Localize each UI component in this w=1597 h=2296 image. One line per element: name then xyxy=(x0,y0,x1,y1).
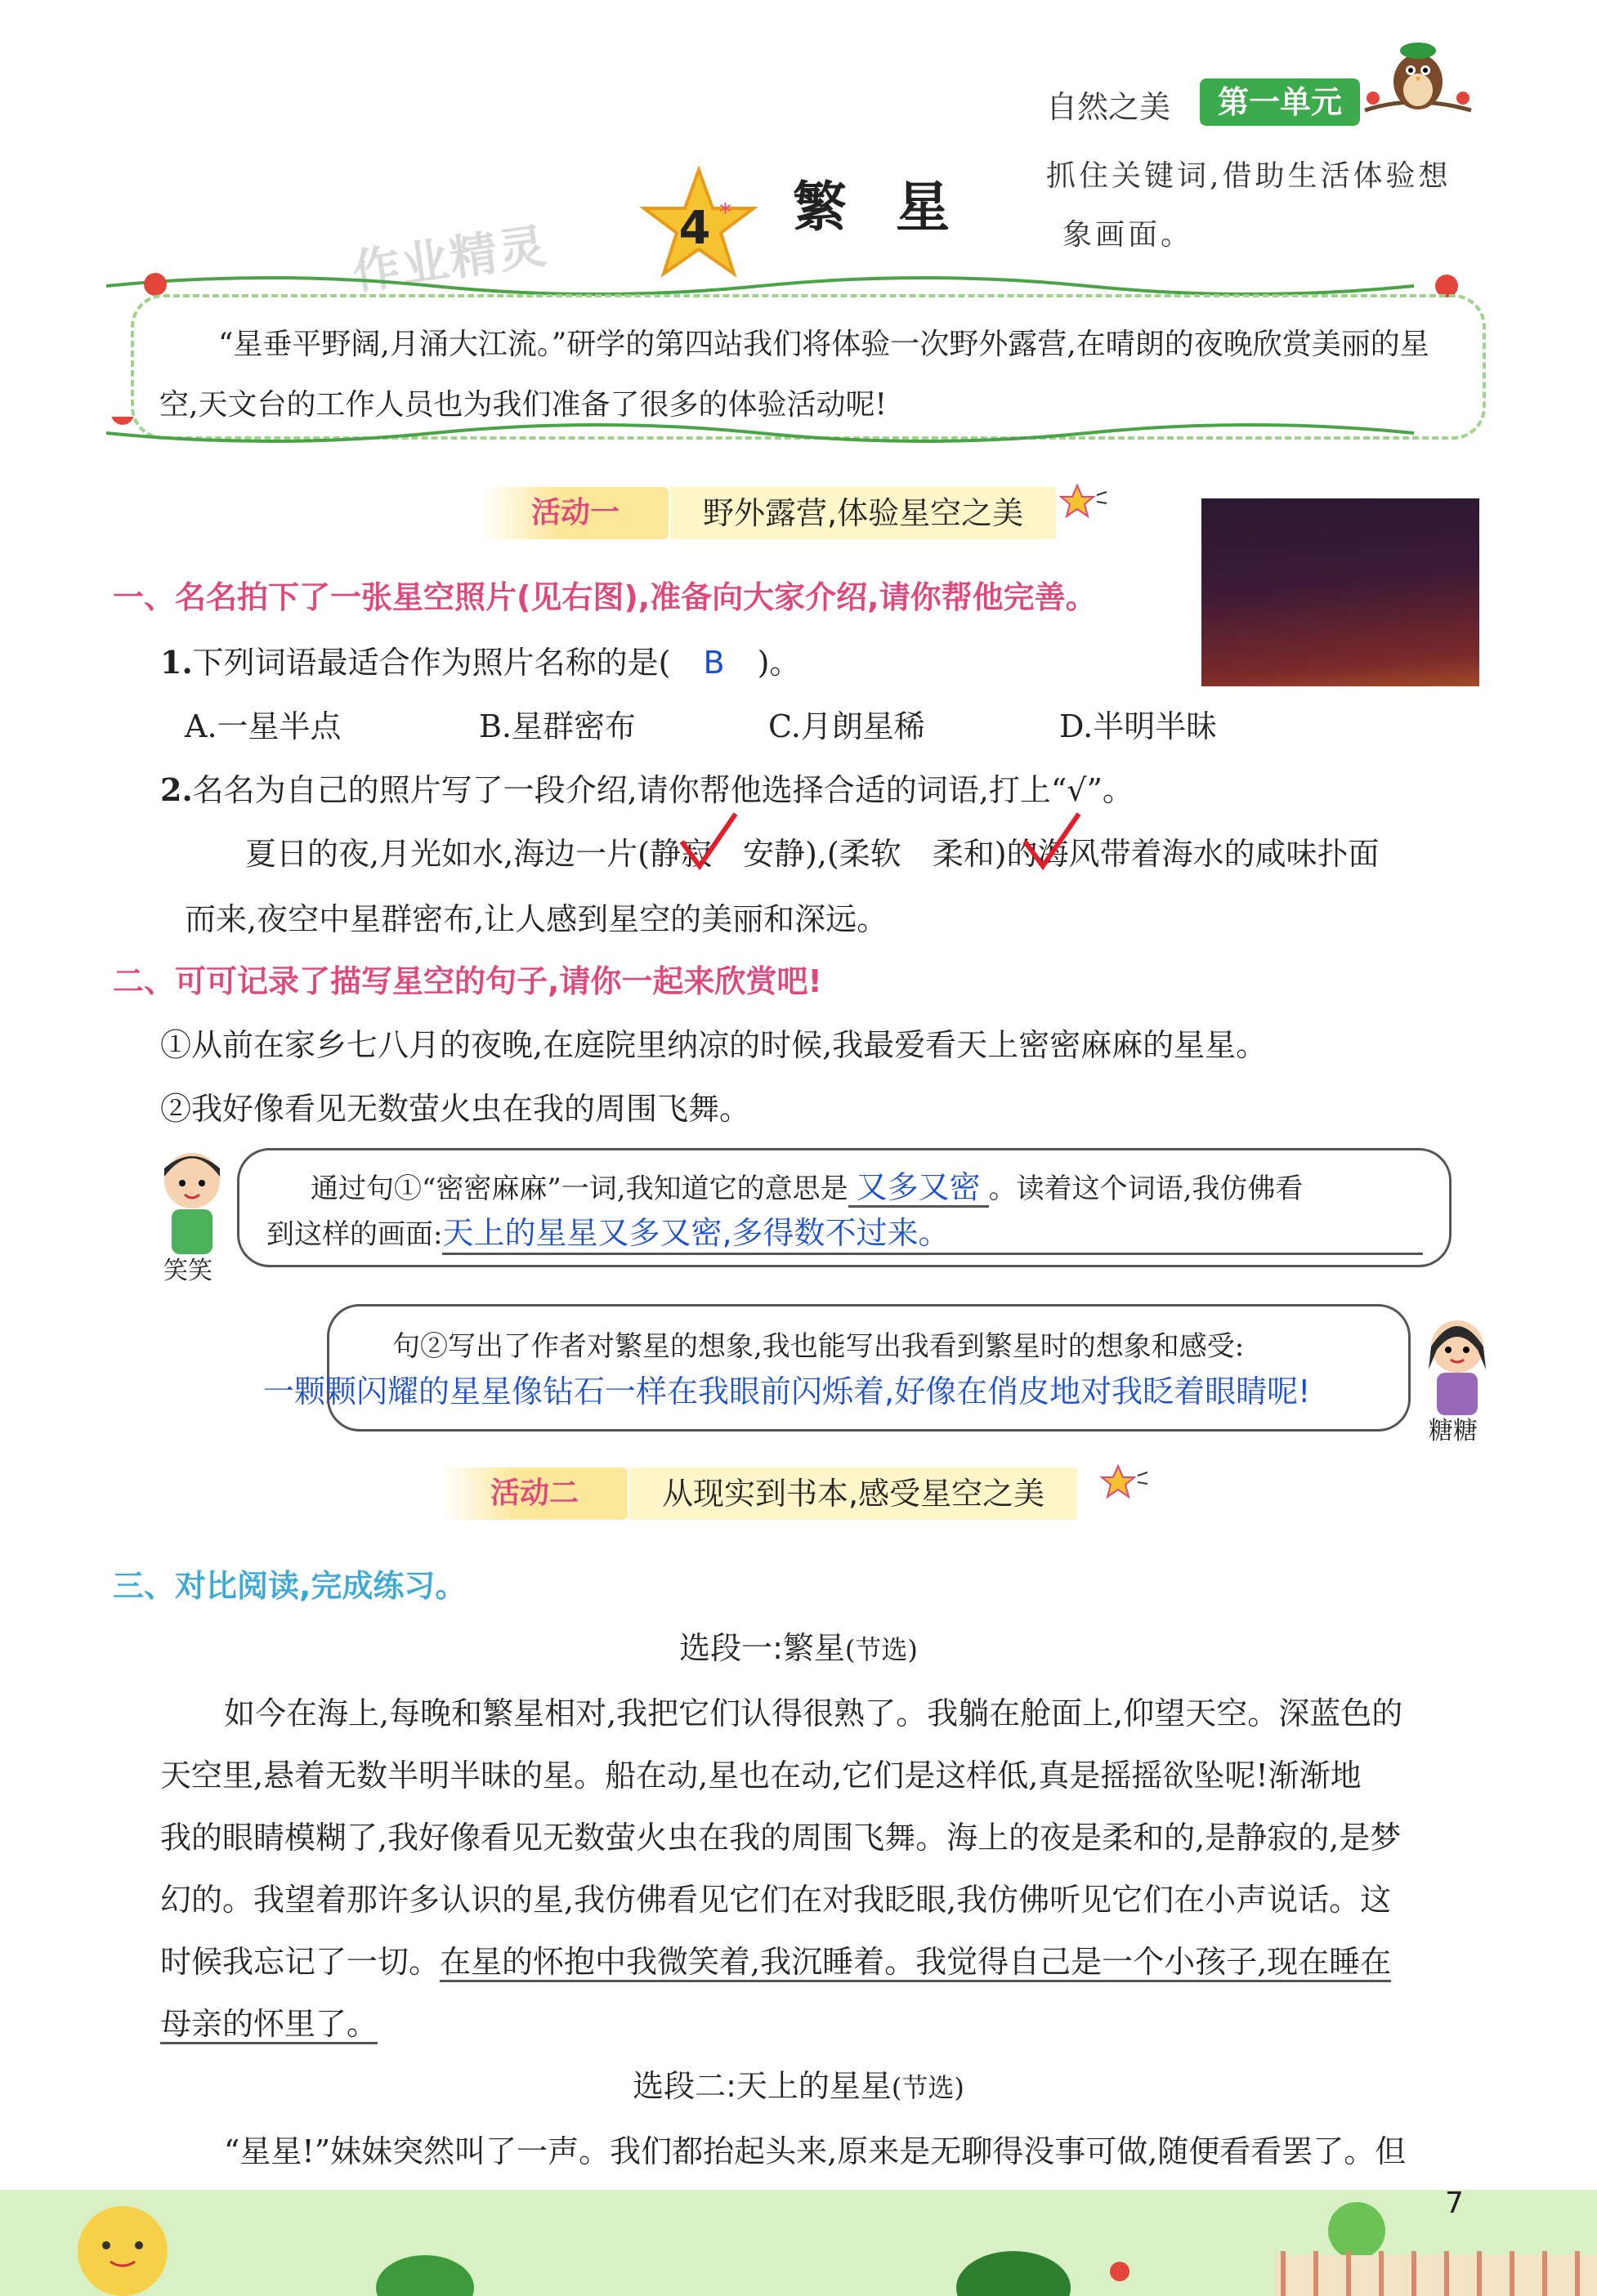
passage1-line3: 我的眼睛模糊了,我好像看见无数萤火虫在我的周围飞舞。海上的夜是柔和的,是静寂的,是梦 xyxy=(160,1820,1402,1856)
passage1-line6-text: 母亲的怀里了。 xyxy=(160,2006,378,2044)
section3-heading: 三、对比阅读,完成练习。 xyxy=(113,1568,467,1604)
activity1-title: 野外露营,体验星空之美 xyxy=(670,487,1056,539)
passage2-line1: “星星!”妹妹突然叫了一声。我们都抬起头来,原来是无聊得没事可做,随便看看罢了。但 xyxy=(224,2133,1407,2169)
section1-heading: 一、名名拍下了一张星空照片(见右图),准备向大家介绍,请你帮他完善。 xyxy=(113,579,1097,615)
bubble1-answer1: 又多又密 xyxy=(848,1169,989,1208)
avatar-name-xiaoxiao: 笑笑 xyxy=(163,1257,212,1285)
activity2-label: 活动二 xyxy=(441,1467,628,1520)
section2-heading: 二、可可记录了描写星空的句子,请你一起来欣赏吧! xyxy=(113,963,822,999)
passage2-note: (节选) xyxy=(891,2072,964,2103)
question1-text: 下列词语最适合作为照片名称的是( xyxy=(192,645,671,681)
bubble2-text: 句②写出了作者对繁星的想象,我也能写出我看到繁星时的想象和感受: xyxy=(392,1330,1245,1363)
passage2-title: 选段二:天上的星星 xyxy=(633,2068,892,2104)
question2-paragraph-line1: 夏日的夜,月光如水,海边一片(静寂 安静),(柔软 柔和)的海风带着海水的咸味扑面 xyxy=(245,836,1380,872)
activity2-title: 从现实到书本,感受星空之美 xyxy=(629,1467,1077,1520)
avatar-name-tangtang: 糖糖 xyxy=(1429,1417,1478,1445)
lesson-goal-line1: 抓住关键词,借助生活体验想 xyxy=(1046,159,1452,193)
bubble2-answer: 一颗颗闪耀的星星像钻石一样在我眼前闪烁着,好像在俏皮地对我眨着眼睛呢! xyxy=(263,1374,1311,1409)
vine-decoration-bottom xyxy=(106,417,1496,449)
passage1-line2: 天空里,悬着无数半明半昧的星。船在动,星也在动,它们是这样低,真是摇摇欲坠呢!渐渐地 xyxy=(160,1758,1362,1793)
option-c: C.月朗星稀 xyxy=(768,708,925,744)
passage1-line1: 如今在海上,每晚和繁星相对,我把它们认得很熟了。我躺在舱面上,仰望天空。深蓝色的 xyxy=(224,1695,1403,1731)
bubble1-answer2: 天上的星星又多又密,多得数不过来。 xyxy=(442,1208,1423,1255)
bird-icon xyxy=(1357,33,1479,131)
page-number: 7 xyxy=(1445,2187,1464,2220)
passage1-title-line xyxy=(0,1623,1597,1668)
question1-number: 1. xyxy=(160,644,193,681)
sentence-1: ①从前在家乡七八月的夜晚,在庭院里纳凉的时候,我最爱看天上密密麻麻的星星。 xyxy=(160,1027,1268,1063)
option-b: B.星群密布 xyxy=(479,708,637,744)
passage2-title-line xyxy=(0,2061,1597,2106)
question1-answer: B xyxy=(703,645,725,681)
lesson-goal-line2: 象画面。 xyxy=(1062,218,1194,252)
intro-text: “星垂平野阔,月涌大江流。”研学的第四站我们将体验一次野外露营,在晴朗的夜晚欣赏美丽的星空,天文台的工作人员也为我们准备了很多的体验活动呢! xyxy=(159,328,1429,422)
passage1-line5 xyxy=(160,1936,1391,1981)
question2-number: 2. xyxy=(160,771,193,808)
option-d: D.半明半昧 xyxy=(1059,708,1218,744)
unit-title: 自然之美 xyxy=(1046,89,1171,125)
bubble1-line1 xyxy=(311,1162,1303,1207)
avatar-xiaoxiao xyxy=(155,1144,229,1258)
check-mark-icon xyxy=(675,809,740,874)
passage1-line5b: 在星的怀抱中我微笑着,我沉睡着。我觉得自己是一个小孩子,现在睡在 xyxy=(440,1944,1391,1982)
lesson-star-mark: * xyxy=(719,199,731,227)
bubble1-line2 xyxy=(266,1208,1423,1255)
star-icon xyxy=(1100,1463,1149,1503)
question2 xyxy=(160,765,1134,810)
passage1-line5a: 时候我忘记了一切。 xyxy=(160,1944,441,1980)
lesson-number: 4 xyxy=(678,202,711,255)
bubble1-text-a: 通过句①“密密麻麻”一词,我知道它的意思是 xyxy=(311,1173,848,1205)
option-a: A.一星半点 xyxy=(185,708,342,744)
bubble1-text-b: 。读着这个词语,我仿佛看 xyxy=(988,1173,1304,1205)
avatar-tangtang xyxy=(1420,1312,1494,1418)
watermark: 作业精灵 xyxy=(349,217,552,301)
passage1-note: (节选) xyxy=(844,1634,918,1665)
star-icon xyxy=(1059,482,1108,523)
question1-end: )。 xyxy=(757,645,801,681)
question1 xyxy=(160,637,800,682)
bubble1-text-c: 到这样的画面: xyxy=(266,1218,443,1251)
check-mark-icon xyxy=(1018,809,1084,874)
question2-text: 名名为自己的照片写了一段介绍,请你帮他选择合适的词语,打上“√”。 xyxy=(192,772,1134,808)
passage1-title: 选段一:繁星 xyxy=(679,1630,845,1666)
starry-sky-photo xyxy=(1201,498,1479,686)
lesson-title: 繁星 xyxy=(793,175,999,239)
lesson-number-badge xyxy=(637,163,760,286)
sentence-2: ②我好像看见无数萤火虫在我的周围飞舞。 xyxy=(160,1091,751,1127)
footer-decoration xyxy=(0,2173,1597,2296)
lesson-goal xyxy=(1046,147,1487,265)
unit-badge: 第一单元 xyxy=(1200,78,1360,126)
activity1-label: 活动一 xyxy=(482,487,669,539)
passage1-line4: 幻的。我望着那许多认识的星,我仿佛看见它们在对我眨眼,我仿佛听见它们在小声说话。这 xyxy=(160,1882,1392,1918)
question2-paragraph-line2: 而来,夜空中星群密布,让人感到星空的美丽和深远。 xyxy=(185,901,888,937)
passage1-line6 xyxy=(160,1999,378,2044)
